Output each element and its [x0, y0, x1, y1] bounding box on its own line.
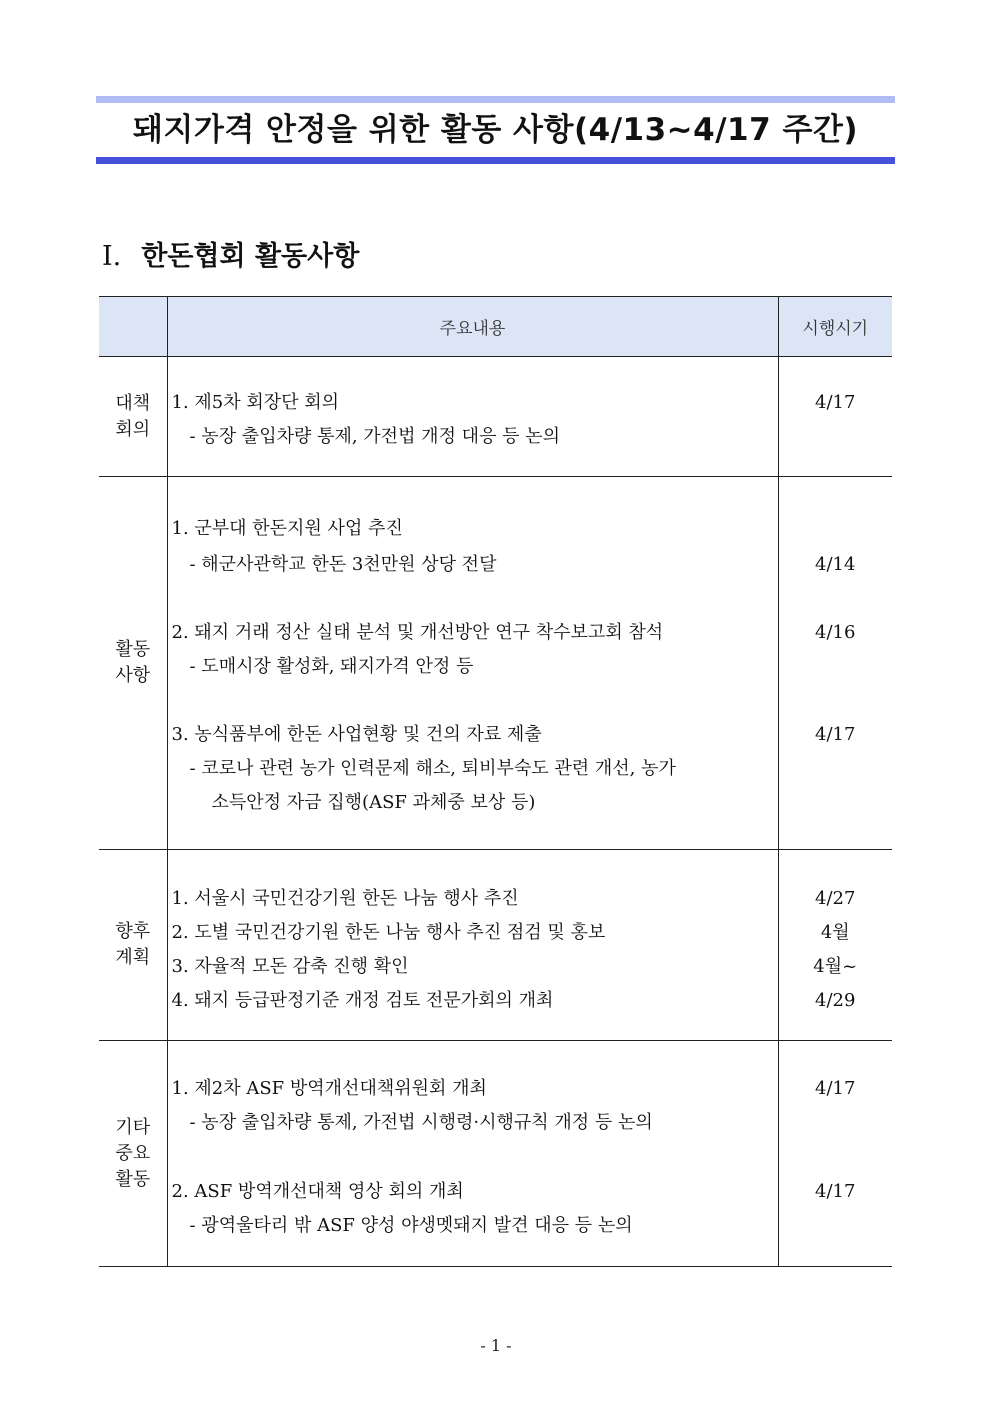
header-category — [99, 297, 167, 357]
table-row — [99, 1041, 892, 1267]
content-line: 2. ASF 방역개선대책 영상 회의 개최 — [171, 1181, 464, 1202]
section-heading — [102, 234, 359, 273]
row-category: 대책 회의 — [99, 357, 167, 477]
content-line: 4. 돼지 등급판정기준 개정 검토 전문가회의 개최 — [171, 990, 554, 1011]
content-line: - 농장 출입차량 통제, 가전법 개정 대응 등 논의 — [189, 426, 561, 447]
date-value: 4/14 — [815, 554, 856, 575]
content-line: 1. 제5차 회장단 회의 — [171, 392, 340, 413]
date-value: 4월 — [820, 922, 850, 943]
content-line: - 농장 출입차량 통제, 가전법 시행령·시행규칙 개정 등 논의 — [189, 1112, 653, 1133]
content-line: 1. 군부대 한돈지원 사업 추진 — [171, 518, 403, 539]
section-number: Ⅰ. — [102, 241, 122, 272]
document-title-box — [96, 96, 895, 164]
row-date — [778, 357, 892, 477]
row-category: 기타 중요 활동 — [99, 1041, 167, 1267]
date-value: 4/17 — [815, 1181, 856, 1202]
date-value: 4/17 — [815, 724, 856, 745]
row-content — [167, 477, 778, 850]
header-content: 주요내용 — [167, 297, 778, 357]
activity-table — [99, 296, 892, 1267]
date-value: 4/27 — [815, 888, 856, 909]
content-line: 3. 자율적 모돈 감축 진행 확인 — [171, 956, 409, 977]
table-row — [99, 357, 892, 477]
content-line: - 해군사관학교 한돈 3천만원 상당 전달 — [189, 554, 497, 575]
date-value: 4/29 — [815, 990, 856, 1011]
table-row — [99, 477, 892, 850]
row-date — [778, 1041, 892, 1267]
section-title: 한돈협회 활동사항 — [141, 241, 360, 272]
date-value: 4/16 — [815, 622, 856, 643]
content-line: - 코로나 관련 농가 인력문제 해소, 퇴비부숙도 관련 개선, 농가 — [189, 758, 676, 779]
date-value: 4/17 — [815, 392, 856, 413]
title-bottom-rule — [96, 157, 895, 164]
content-line: 1. 서울시 국민건강기원 한돈 나눔 행사 추진 — [171, 888, 519, 909]
content-line: - 도매시장 활성화, 돼지가격 안정 등 — [189, 656, 474, 677]
content-line: 소득안정 자금 집행(ASF 과체중 보상 등) — [211, 792, 536, 813]
content-line: 2. 도별 국민건강기원 한돈 나눔 행사 추진 점검 및 홍보 — [171, 922, 606, 943]
header-date: 시행시기 — [778, 297, 892, 357]
row-content — [167, 1041, 778, 1267]
table-row — [99, 850, 892, 1041]
content-line: 3. 농식품부에 한돈 사업현황 및 건의 자료 제출 — [171, 724, 542, 745]
page-number: - 1 - — [480, 1336, 512, 1355]
title-top-rule — [96, 96, 895, 103]
date-value: 4월~ — [813, 956, 858, 977]
row-date — [778, 477, 892, 850]
content-line: - 광역울타리 밖 ASF 양성 야생멧돼지 발견 대응 등 논의 — [189, 1215, 633, 1236]
content-line: 1. 제2차 ASF 방역개선대책위원회 개최 — [171, 1078, 487, 1099]
row-date — [778, 850, 892, 1041]
row-category: 활동 사항 — [99, 477, 167, 850]
content-line: 2. 돼지 거래 정산 실태 분석 및 개선방안 연구 착수보고회 참석 — [171, 622, 664, 643]
document-title: 돼지가격 안정을 위한 활동 사항(4/13~4/17 주간) — [132, 112, 859, 148]
table-header-row — [99, 297, 892, 357]
row-content — [167, 850, 778, 1041]
row-category: 향후 계획 — [99, 850, 167, 1041]
row-content — [167, 357, 778, 477]
date-value: 4/17 — [815, 1078, 856, 1099]
